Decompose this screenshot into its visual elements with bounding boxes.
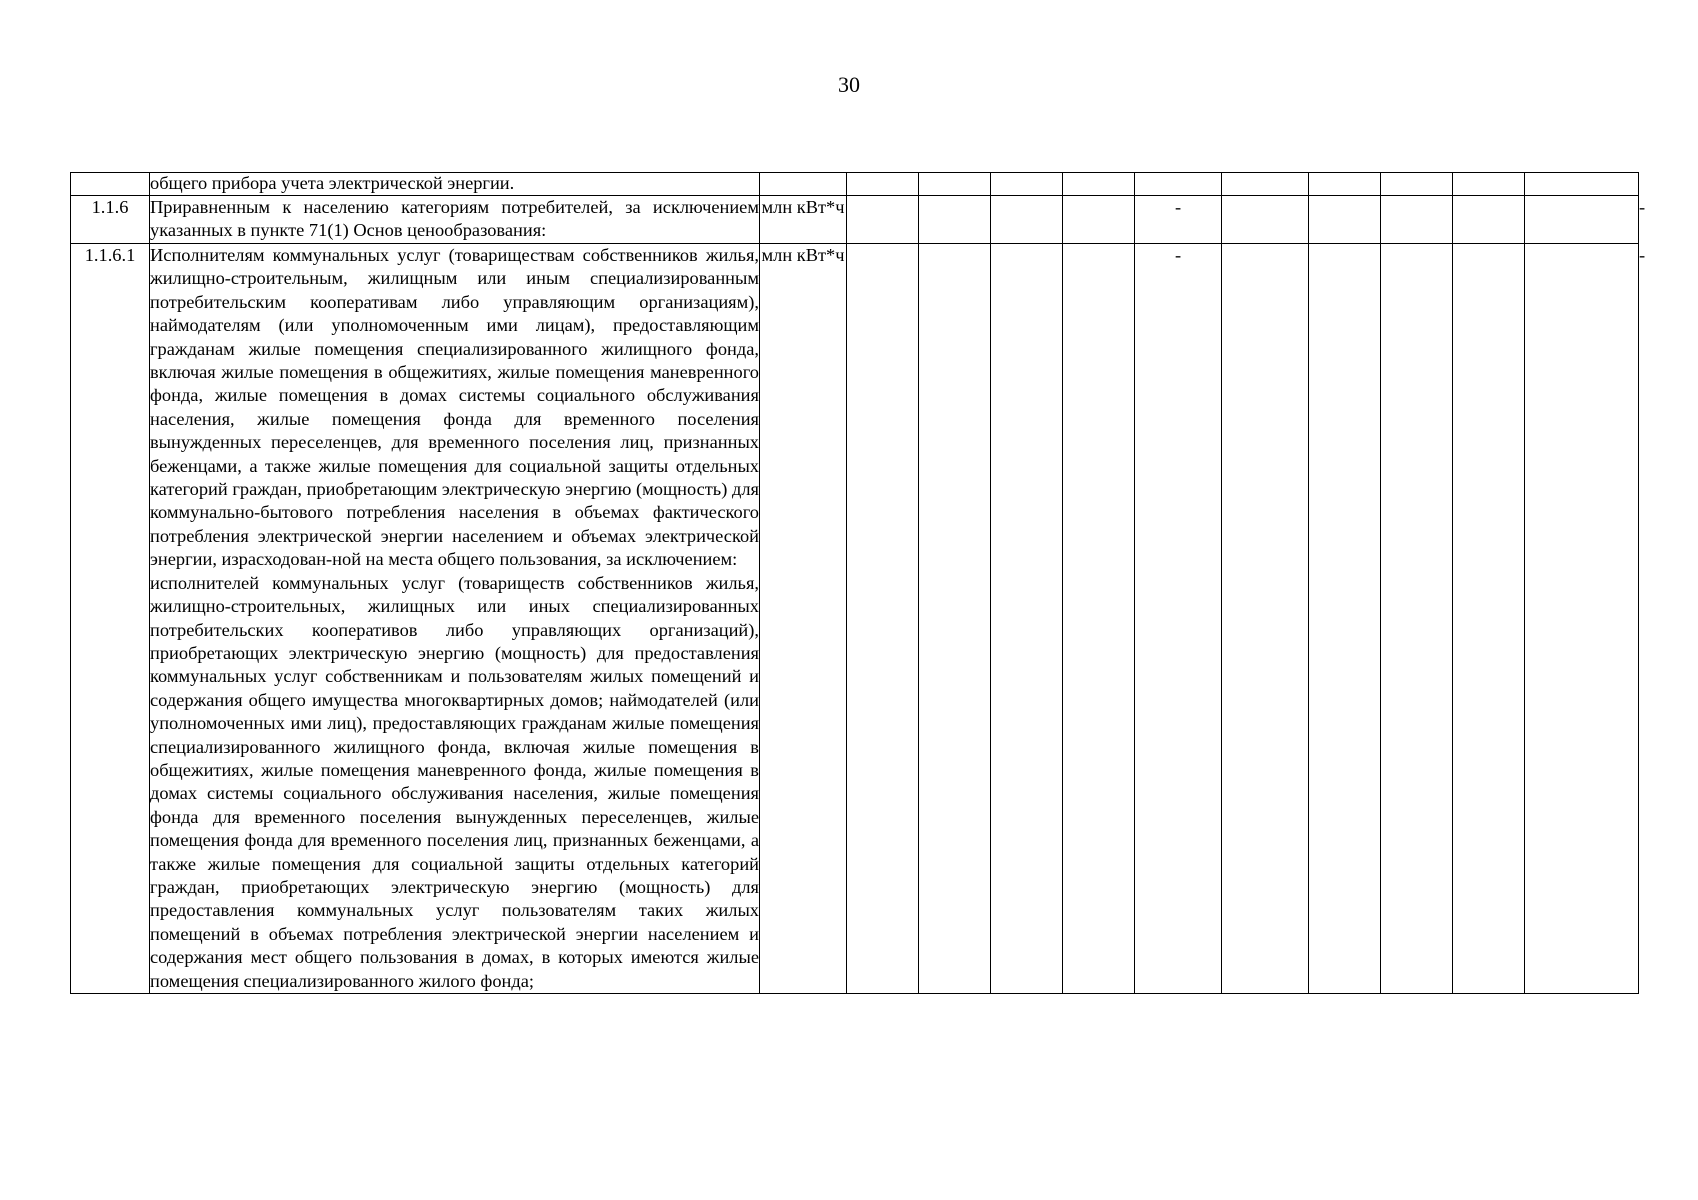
value-cell [991, 244, 1063, 994]
value-cell [847, 244, 919, 994]
value-cell [1063, 173, 1135, 196]
value-cell [1222, 173, 1309, 196]
description-paragraph: Приравненным к населению категориям потребителей, за исключением указанных в пункте 71(1) Основ ценообразования: [150, 197, 759, 241]
row-number-cell [71, 173, 150, 196]
value-cell [1222, 196, 1309, 244]
row-number-cell: 1.1.6 [71, 196, 150, 244]
value-cell [1222, 244, 1309, 994]
table-row: 1.1.6 Приравненным к населению категориям потребителей, за исключением указанных в пункте 71(1) Основ ценообразования: млн кВт*ч - - [71, 196, 1639, 244]
description-cell [150, 244, 760, 994]
page-number: 30 [838, 72, 860, 97]
value-cell [1063, 196, 1135, 244]
value-cell [1309, 244, 1381, 994]
value-cell [1063, 244, 1135, 994]
value-cell [1381, 173, 1453, 196]
value-cell [1453, 196, 1525, 244]
value-cell [919, 173, 991, 196]
unit-cell: млн кВт*ч [760, 244, 847, 994]
value-cell [919, 196, 991, 244]
value-cell [1381, 196, 1453, 244]
value-cell [1309, 196, 1381, 244]
value-cell: - [1135, 196, 1222, 244]
value-cell [1381, 244, 1453, 994]
description-cell [150, 173, 760, 196]
value-cell [919, 244, 991, 994]
value-cell: - [1135, 244, 1222, 994]
value-cell [847, 173, 919, 196]
value-cell [1525, 196, 1639, 244]
unit-cell [760, 173, 847, 196]
value-cell [991, 196, 1063, 244]
description-paragraph: исполнителей коммунальных услуг (товариществ собственников жилья, жилищно-строительных, жилищных или иных специализированных потребительских кооперативов либо управляющих организаций), приобретающих электрическую энергию (мощность) для предоставления коммунальных услуг собственникам и пользователям жилых помещений и содержания общего имущества многоквартирных домов; наймодателей (или уполномоченных ими лиц), предоставляющих гражданам жилые помещения специализированного жилищного фонда, включая жилые помещения в общежитиях, жилые помещения маневренного фонда, жилые помещения в домах системы социального обслуживания населения, жилые помещения фонда для временного поселения вынужденных переселенцев, жилые помещения фонда для временного поселения лиц, признанных беженцами, а также жилые помещения для социальной защиты отдельных категорий граждан, приобретающих электрическую энергию (мощность) для предоставления коммунальных услуг пользователям таких жилых помещений в объемах потребления электрической энергии населением и содержания мест общего пользования в домах, в которых имеются жилые помещения специализированного жилого фонда; [150, 572, 759, 991]
table-row: 1.1.6.1 Исполнителям коммунальных услуг (товариществам собственников жилья, жилищно-строительным, жилищным или иным специализированным потребительским кооперативам либо управляющим организациям), наймодателям (или уполномоченным ими лицам), предоставляющим гражданам жилые помещения специализированного жилищного фонда, включая жилые помещения в общежитиях, жилые помещения маневренного фонда, жилые помещения в домах системы социального обслуживания населения, жилые помещения фонда для временного поселения вынужденных переселенцев, для временного поселения лиц, признанных беженцами, а также жилые помещения для социальной защиты отдельных категорий граждан, приобретающим электрическую энергию (мощность) для коммунально-бытового потребления населения в объемах фактического потребления электрической энергии населением и объемах электрической энергии, израсходован-ной на места общего пользования, за исключением: исполнителей коммунальных услуг (товариществ собственников жилья, жилищно-строительных, жилищных или иных специализированных потребительских кооперативов либо управляющих организаций), приобретающих электрическую энергию (мощность) для предоставления коммунальных услуг собственникам и пользователям жилых помещений и содержания общего имущества многоквартирных домов; наймодателей (или уполномоченных ими лиц), предоставляющих гражданам жилые помещения специализированного жилищного фонда, включая жилые помещения в общежитиях, жилые помещения маневренного фонда, жилые помещения в домах системы социального обслуживания населения, жилые помещения фонда для временного поселения вынужденных переселенцев, жилые помещения фонда для временного поселения лиц, признанных беженцами, а также жилые помещения для социальной защиты отдельных категорий граждан, приобретающих электрическую энергию (мощность) для предоставления коммунальных услуг пользователям таких жилых помещений в объемах потребления электрической энергии населением и содержания мест общего пользования в домах, в которых имеются жилые помещения специализированного жилого фонда; млн кВт*ч - - [71, 244, 1639, 994]
value-cell [1525, 173, 1639, 196]
value-cell [1135, 173, 1222, 196]
description-paragraph: общего прибора учета электрической энергии. [150, 173, 515, 193]
value-cell [1525, 244, 1639, 994]
description-paragraph: Исполнителям коммунальных услуг (товариществам собственников жилья, жилищно-строительным, жилищным или иным специализированным потребительским кооперативам либо управляющим организациям), наймодателям (или уполномоченным ими лицам), предоставляющим гражданам жилые помещения специализированного жилищного фонда, включая жилые помещения в общежитиях, жилые помещения маневренного фонда, жилые помещения в домах системы социального обслуживания населения, жилые помещения фонда для временного поселения вынужденных переселенцев, для временного поселения лиц, признанных беженцами, а также жилые помещения для социальной защиты отдельных категорий граждан, приобретающим электрическую энергию (мощность) для коммунально-бытового потребления населения в объемах фактического потребления электрической энергии населением и объемах электрической энергии, израсходован-ной на места общего пользования, за исключением: [150, 245, 759, 570]
description-cell [150, 196, 760, 244]
unit-cell: млн кВт*ч [760, 196, 847, 244]
value-cell [1453, 173, 1525, 196]
tariff-table [70, 172, 1646, 994]
table-body [71, 173, 1646, 994]
value-cell [1453, 244, 1525, 994]
value-cell [1309, 173, 1381, 196]
table-row [71, 173, 1639, 196]
value-cell [991, 173, 1063, 196]
value-cell [847, 196, 919, 244]
row-number-cell: 1.1.6.1 [71, 244, 150, 994]
